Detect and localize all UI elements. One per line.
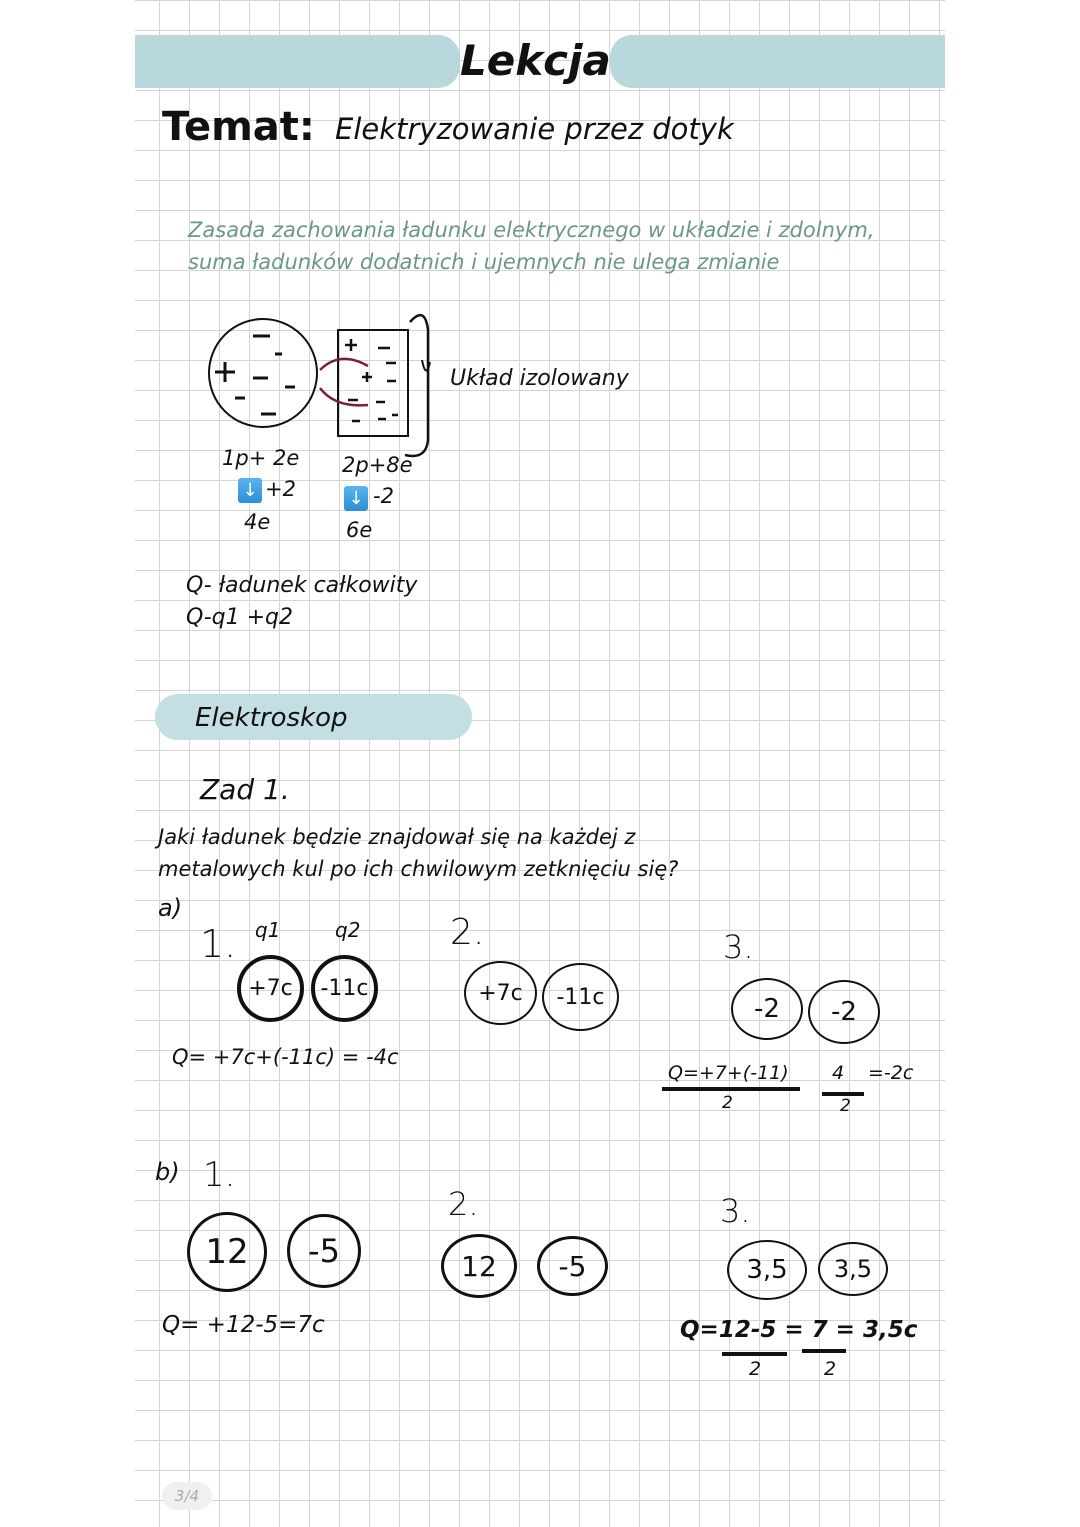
page-number: 3/4 [162, 1482, 212, 1510]
a-formula-numerator: Q=+7+(-11) [668, 1062, 789, 1084]
header-band-right [610, 35, 945, 88]
fraction-bar [802, 1349, 846, 1353]
principle-line-2: suma ładunków dodatnich i ujemnych nie ulega zmianie [188, 250, 780, 274]
principle-line-1: Zasada zachowania ładunku elektrycznego w układzie i zdolnym, [188, 218, 875, 242]
definition-line-2: Q-q1 +q2 [186, 605, 294, 630]
sphere-after: 4e [244, 510, 271, 534]
part-a-label: a) [158, 894, 183, 922]
sphere-change: +2 [265, 477, 296, 501]
fraction-bar [722, 1352, 787, 1356]
sphere-before: 1p+ 2e [222, 446, 300, 470]
a-step3-num: 3. [723, 928, 754, 966]
b-sum: Q= +12-5=7c [162, 1312, 325, 1338]
b2-ball-1: 12 [441, 1234, 517, 1298]
b3-ball-1: 3,5 [727, 1240, 807, 1300]
b1-ball-1: 12 [187, 1212, 267, 1292]
b-formula-den1: 2 [749, 1358, 762, 1380]
b-step1-num: 1. [203, 1155, 236, 1195]
part-b-label: b) [155, 1158, 180, 1186]
a-q2-label: q2 [335, 918, 361, 942]
task-question-2: metalowych kul po ich chwilowym zetknięciu się? [158, 857, 679, 881]
a-sum: Q= +7c+(-11c) = -4c [172, 1045, 399, 1069]
b-step2-num: 2. [448, 1185, 479, 1223]
plate-before: 2p+8e [342, 453, 413, 477]
system-label: Układ izolowany [450, 366, 629, 391]
a1-ball-1: +7c [237, 955, 304, 1022]
task-question-1: Jaki ładunek będzie znajdował się na każdej z [158, 825, 636, 849]
a-formula-result: =-2c [868, 1062, 914, 1084]
plate-after: 6e [346, 518, 373, 542]
definition-line-1: Q- ładunek całkowity [186, 573, 418, 598]
a-step1-num: 1. [200, 922, 237, 966]
charge-diagram [200, 300, 450, 460]
b-formula-den2: 2 [824, 1358, 837, 1380]
section-title: Elektroskop [195, 703, 348, 733]
down-arrow-icon: ↓ [344, 486, 368, 511]
task-title: Zad 1. [200, 773, 290, 806]
lesson-title: Lekcja [460, 36, 611, 85]
a3-ball-1: -2 [731, 978, 803, 1040]
b-formula: Q=12-5 = 7 = 3,5c [680, 1317, 918, 1343]
a1-ball-2: -11c [311, 955, 378, 1022]
b3-ball-2: 3,5 [818, 1242, 888, 1296]
plate-change: -2 [373, 484, 394, 508]
a2-ball-1: +7c [464, 961, 537, 1025]
b1-ball-2: -5 [287, 1214, 361, 1288]
topic-text: Elektryzowanie przez dotyk [335, 112, 734, 146]
header-band-left [135, 35, 460, 88]
topic-label: Temat: [162, 104, 315, 150]
down-arrow-icon: ↓ [238, 478, 262, 503]
fraction-bar [662, 1087, 800, 1091]
a-step2-num: 2. [450, 912, 485, 953]
a-q1-label: q1 [255, 918, 281, 942]
a-formula-den2: 2 [840, 1096, 851, 1116]
b-step3-num: 3. [720, 1192, 751, 1230]
a-formula-num2: 4 [832, 1062, 845, 1084]
a-formula-denominator: 2 [722, 1093, 733, 1113]
a3-ball-2: -2 [808, 980, 880, 1044]
b2-ball-2: -5 [537, 1236, 608, 1296]
a2-ball-2: -11c [542, 963, 619, 1031]
